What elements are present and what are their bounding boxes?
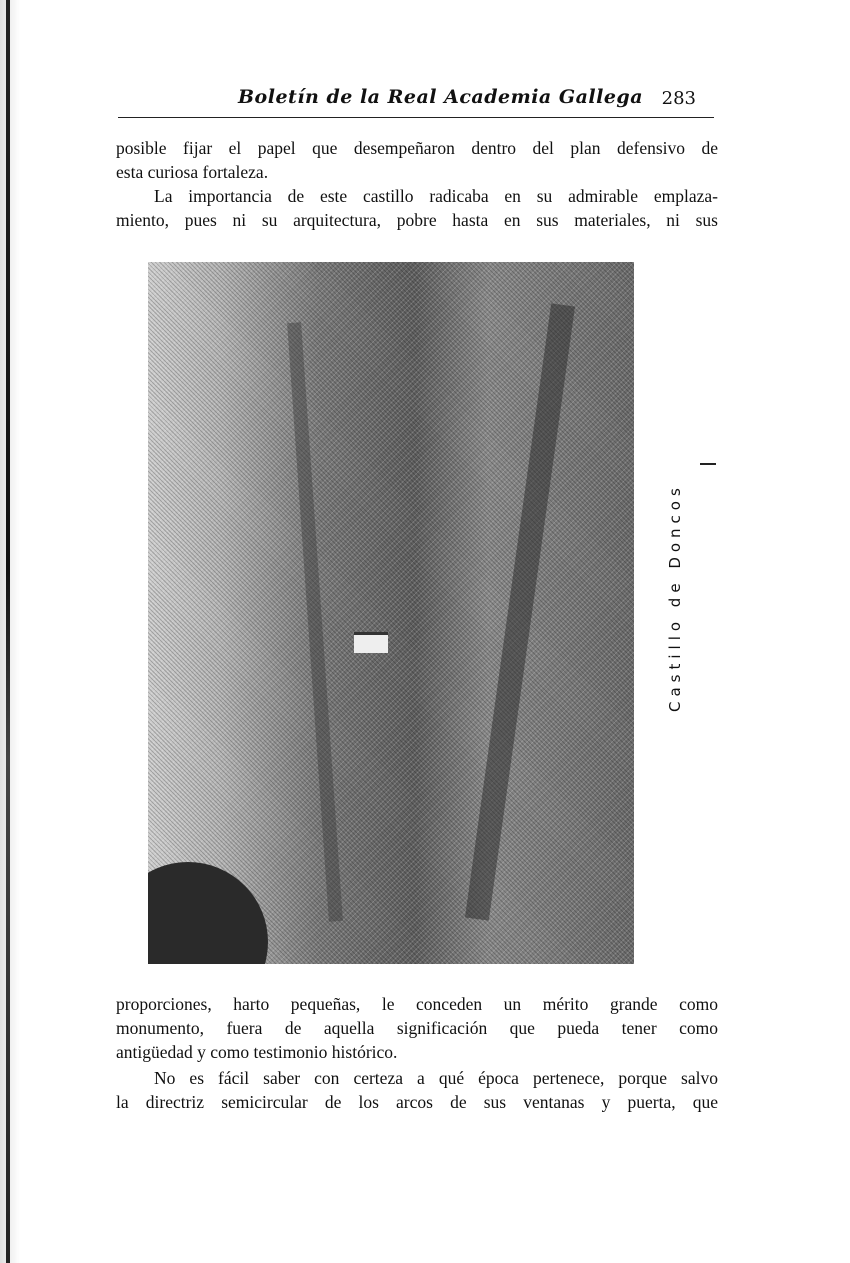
- page-number: 283: [661, 88, 696, 109]
- page-binding-shadow: [0, 0, 20, 1263]
- castle-photograph: [148, 262, 634, 964]
- text-line: la directriz semicircular de los arcos de sus ventanas y puerta, que: [116, 1092, 718, 1112]
- photo-castle-building: [354, 632, 388, 653]
- photo-foreground-hill: [148, 862, 268, 964]
- margin-mark: [700, 463, 716, 465]
- text-line: monumento, fuera de aquella significación que pueda tener como: [116, 1018, 718, 1038]
- text-line: proporciones, harto pequeñas, le conceden un mérito grande como: [116, 994, 718, 1014]
- text-line: posible fijar el papel que desempeñaron dentro del plan defensivo de: [116, 138, 718, 158]
- top-paragraph: [116, 136, 718, 184]
- second-paragraph: [116, 184, 718, 232]
- journal-title: Boletín de la Real Academia Gallega: [238, 86, 644, 108]
- final-paragraph: [116, 1066, 718, 1114]
- text-line: esta curiosa fortaleza.: [116, 162, 269, 182]
- bottom-paragraph: [116, 992, 718, 1064]
- text-line: antigüedad y como testimonio histórico.: [116, 1042, 398, 1062]
- photo-ridge: [287, 322, 343, 922]
- text-line: miento, pues ni su arquitectura, pobre hasta en sus materiales, ni sus: [116, 210, 718, 230]
- figure-caption: Castillo de Doncos: [666, 483, 684, 712]
- text-line: No es fácil saber con certeza a qué época pertenece, porque salvo: [154, 1068, 718, 1088]
- text-line: La importancia de este castillo radicaba en su admirable emplaza-: [154, 186, 718, 206]
- header-rule: [118, 117, 714, 118]
- running-header: [118, 86, 714, 116]
- photo-ridge: [465, 303, 575, 920]
- page-binding-edge: [6, 0, 10, 1263]
